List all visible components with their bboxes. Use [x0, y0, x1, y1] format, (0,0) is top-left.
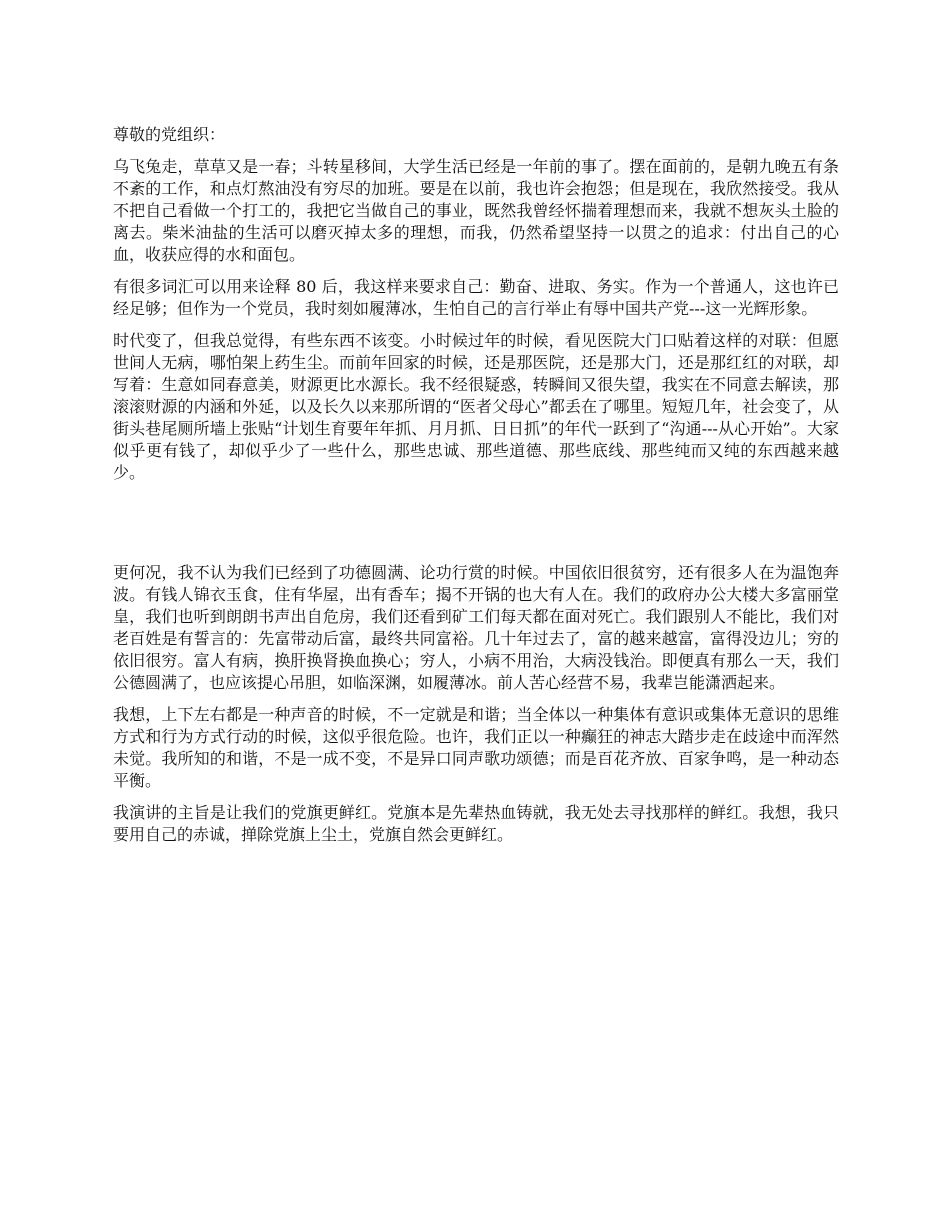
paragraph-gap [113, 494, 839, 562]
letter-paragraph: 有很多词汇可以用来诠释 80 后，我这样来要求自己：勤奋、进取、务实。作为一个普通人，这也许已经足够；但作为一个党员，我时刻如履薄冰，生怕自己的言行举止有辱中国共产党---这一光辉形象。 [113, 277, 839, 318]
letter-paragraph: 乌飞兔走，草草又是一春；斗转星移间，大学生活已经是一年前的事了。摆在面前的，是朝九晚五有条不紊的工作，和点灯熬油没有穷尽的加班。要是在以前，我也许会抱怨；但是现在，我欣然接受。我从不把自己看做一个打工的，我把它当做自己的事业，既然我曾经怀揣着理想而来，我就不想灰头土脸的离去。柴米油盐的生活可以磨灭掉太多的理想，而我，仍然希望坚持一以贯之的追求：付出自己的心血，收获应得的水和面包。 [113, 157, 839, 264]
letter-greeting: 尊敬的党组织： [113, 125, 226, 144]
letter-paragraph: 更何况，我不认为我们已经到了功德圆满、论功行赏的时候。中国依旧很贫穷，还有很多人在为温饱奔波。有钱人锦衣玉食，住有华屋，出有香车；揭不开锅的也大有人在。我们的政府办公大楼大多富丽堂皇，我们也听到朗朗书声出自危房，我们还看到矿工们每天都在面对死亡。我们跟别人不能比，我们对老百姓是有誓言的：先富带动后富，最终共同富裕。几十年过去了，富的越来越富，富得没边儿；穷的依旧很穷。富人有病，换肝换肾换血换心；穷人，小病不用治，大病没钱治。即便真有那么一天，我们公德圆满了，也应该提心吊胆，如临深渊，如履薄冰。前人苦心经营不易，我辈岂能潇洒起来。 [113, 563, 839, 692]
letter-paragraph: 我演讲的主旨是让我们的党旗更鲜红。党旗本是先辈热血铸就，我无处去寻找那样的鲜红。我想，我只要用自己的赤诚，掸除党旗上尘土，党旗自然会更鲜红。 [113, 803, 839, 844]
letter-paragraph: 我想，上下左右都是一种声音的时候，不一定就是和谐；当全体以一种集体有意识或集体无意识的思维方式和行为方式行动的时候，这似乎很危险。也许，我们正以一种癫狂的神志大踏步走在歧途中而浑然未觉。我所知的和谐，不是一成不变，不是异口同声歌功颂德；而是百花齐放、百家争鸣，是一种动态平衡。 [113, 705, 839, 790]
letter-paragraph: 时代变了，但我总觉得，有些东西不该变。小时候过年的时候，看见医院大门口贴着这样的对联：但愿世间人无病，哪怕架上药生尘。而前年回家的时候，还是那医院，还是那大门，还是那红红的对联，却写着：生意如同春意美，财源更比水源长。我不经很疑惑，转瞬间又很失望，我实在不同意去解读，那滚滚财源的内涵和外延，以及长久以来那所谓的“医者父母心”都丢在了哪里。短短几年，社会变了，从街头巷尾厕所墙上张贴“计划生育要年年抓、月月抓、日日抓”的年代一跃到了“沟通---从心开始”。大家似乎更有钱了，却似乎少了一些什么，那些忠诚、那些道德、那些底线、那些纯而又纯的东西越来越少。 [113, 331, 839, 482]
document-page [113, 124, 839, 856]
